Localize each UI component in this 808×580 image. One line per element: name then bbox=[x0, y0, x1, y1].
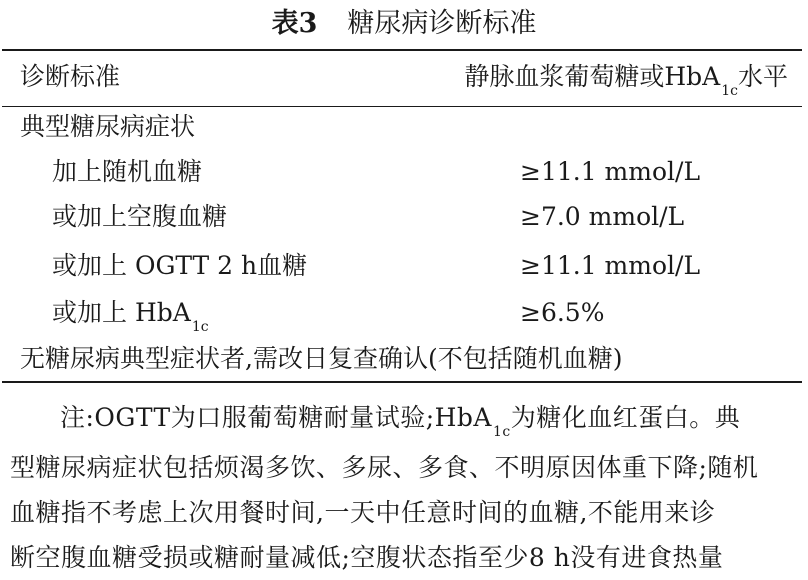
footer-row: 无糖尿病典型症状者,需改日复查确认(不包括随机血糖) bbox=[20, 344, 623, 373]
note-line-3: 血糖指不考虑上次用餐时间,一天中任意时间的血糖,不能用来诊 bbox=[10, 498, 716, 527]
table-label: 表3 bbox=[271, 8, 318, 39]
header-value-prefix: 静脉血浆葡萄糖或HbA bbox=[464, 62, 721, 91]
header-value-suffix: 水平 bbox=[737, 62, 788, 91]
table-header-rule bbox=[2, 106, 802, 107]
value-hba1c: ≥6.5% bbox=[520, 298, 605, 327]
value-ogtt: ≥11.1 mmol/L bbox=[520, 251, 701, 280]
value-random-glucose: ≥11.1 mmol/L bbox=[520, 157, 701, 186]
criterion-hba1c bbox=[52, 295, 209, 335]
note-line-1-a: 注:OGTT为口服葡萄糖耐量试验;HbA bbox=[60, 403, 492, 432]
criterion-hba1c-subscript: 1c bbox=[191, 319, 209, 335]
value-fasting-glucose: ≥7.0 mmol/L bbox=[520, 202, 685, 231]
criterion-random-glucose: 加上随机血糖 bbox=[52, 157, 203, 186]
header-value bbox=[464, 59, 788, 99]
note-line-1 bbox=[10, 395, 798, 445]
criterion-ogtt: 或加上 OGTT 2 h血糖 bbox=[52, 251, 308, 280]
note-line-1-subscript: 1c bbox=[493, 424, 511, 440]
group-heading: 典型糖尿病症状 bbox=[20, 112, 196, 141]
criterion-hba1c-text: 或加上 HbA bbox=[52, 298, 191, 327]
note-line-2: 型糖尿病症状包括烦渴多饮、多尿、多食、不明原因体重下降;随机 bbox=[10, 453, 759, 482]
note-line-1-b: 为糖化血红蛋白。典 bbox=[510, 403, 741, 432]
header-criteria: 诊断标准 bbox=[20, 62, 121, 91]
table-top-rule bbox=[2, 49, 802, 51]
table-note bbox=[10, 395, 798, 580]
criterion-fasting-glucose: 或加上空腹血糖 bbox=[52, 202, 228, 231]
table-title-text: 糖尿病诊断标准 bbox=[347, 8, 537, 39]
header-value-subscript: 1c bbox=[721, 83, 738, 99]
table-bottom-rule bbox=[2, 381, 802, 383]
table-title bbox=[0, 4, 808, 44]
note-line-4: 断空腹血糖受损或糖耐量减低;空腹状态指至少8 h没有进食热量 bbox=[10, 543, 724, 572]
